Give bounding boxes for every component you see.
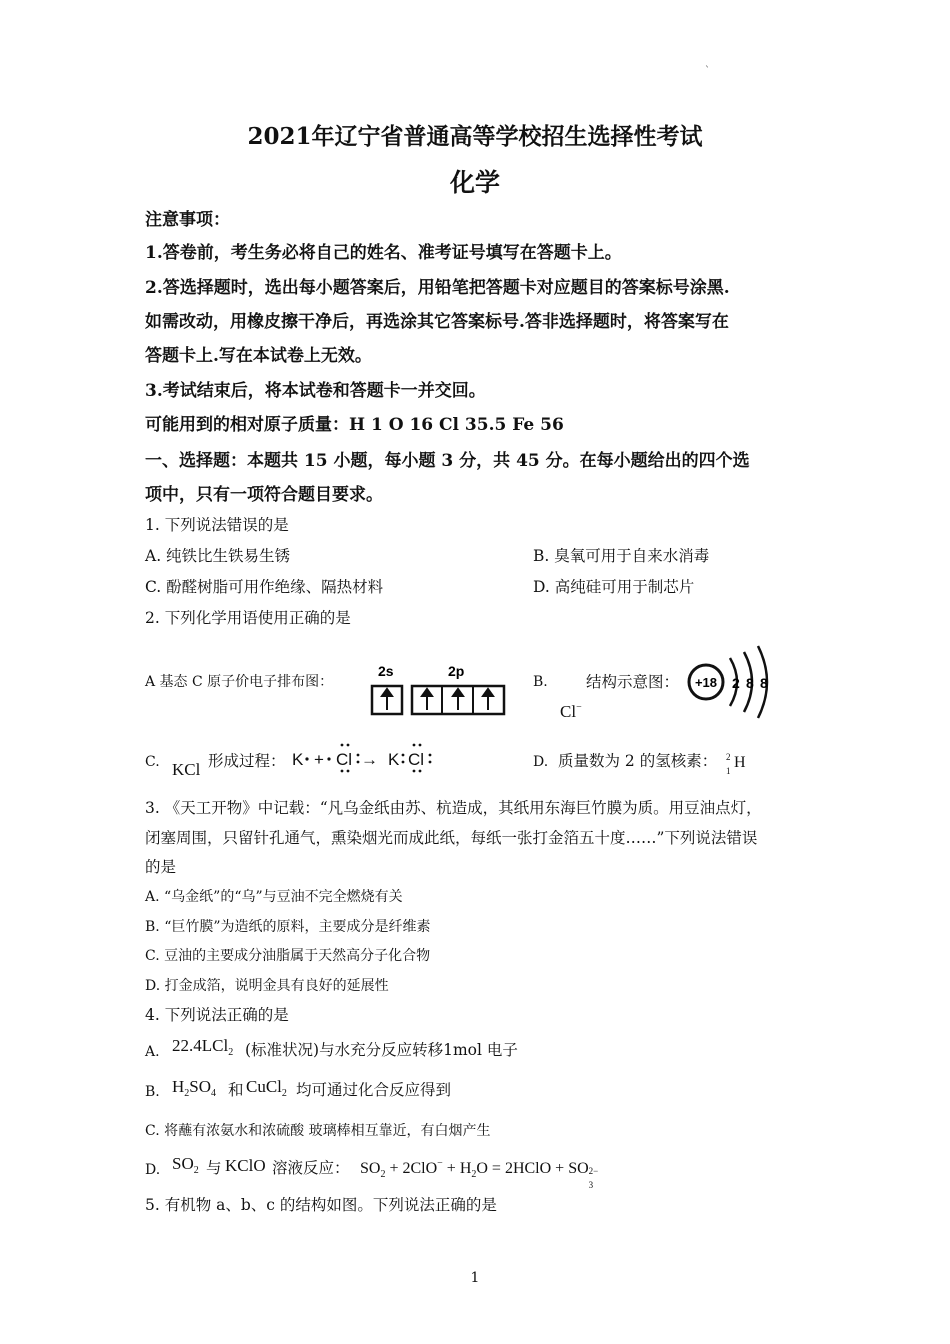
corner-mark: ` <box>705 66 710 77</box>
potassium-symbol: K <box>292 750 304 769</box>
spin-arrows <box>382 689 493 710</box>
q5-stem: 5. 有机物 a、b、c 的结构如图。下列说法正确的是 <box>145 1196 497 1214</box>
exam-subject: 化学 <box>449 168 500 197</box>
q4-option-b-and: 和 <box>228 1081 244 1099</box>
q2-option-c-label: C. <box>145 754 160 770</box>
q4-option-b-label: B. <box>145 1084 160 1100</box>
atomic-masses: 可能用到的相对原子质量：H 1 O 16 Cl 35.5 Fe 56 <box>145 415 564 435</box>
q3-option-d: D. 打金成箔，说明金具有良好的延展性 <box>145 978 389 994</box>
q4-option-d-text: 溶液反应： <box>272 1159 350 1177</box>
page-number: 1 <box>470 1270 480 1286</box>
orbital-2p-label: 2p <box>448 663 465 679</box>
q3-line-2: 闭塞周围，只留针孔通气，熏染烟光而成此纸，每纸一张打金箔五十度……”下列说法错误 <box>145 829 758 847</box>
shell-3-electrons: 8 <box>760 675 768 691</box>
notice-item-2-line-2: 如需改动，用橡皮擦干净后，再选涂其它答案标号.答非选择题时，将答案写在 <box>145 312 729 332</box>
sulfuric-acid-formula: $H_2SO_4$ <box>172 1077 217 1099</box>
potassium-ion-symbol: K <box>388 750 400 769</box>
q1-stem: 1. 下列说法错误的是 <box>145 516 289 534</box>
q2-option-d-label: D. <box>533 754 549 770</box>
chloride-ion: Cl− <box>560 702 582 721</box>
q4-option-b-text: 均可通过化合反应得到 <box>296 1081 452 1099</box>
notice-item-1: 1.答卷前，考生务必将自己的姓名、准考证号填写在答题卡上。 <box>145 243 622 263</box>
q4-option-a-text: (标准状况)与水充分反应转移1mol 电子 <box>245 1041 518 1059</box>
q3-option-c: C. 豆油的主要成分油脂属于天然高分子化合物 <box>145 948 431 964</box>
chloride-symbol: Cl <box>408 750 425 769</box>
orbital-2s-label: 2s <box>378 663 394 679</box>
q2-option-a-label: A 基态 C 原子价电子排布图： <box>145 674 334 690</box>
q4-chlorine-amount: 22.4LCl$_2$ <box>172 1036 234 1058</box>
notice-heading: 注意事项： <box>145 210 230 230</box>
q4-option-a-label: A. <box>145 1044 160 1060</box>
notice-item-2-line-3: 答题卡上.写在本试卷上无效。 <box>145 346 372 366</box>
q2-option-c-text: 形成过程： <box>208 752 286 770</box>
q1-option-d: D. 高纯硅可用于制芯片 <box>533 578 695 596</box>
shell-1-electrons: 2 <box>732 675 740 691</box>
shell-2-electrons: 8 <box>746 675 754 691</box>
valence-dot <box>305 757 308 760</box>
q4-option-d-label: D. <box>145 1162 161 1178</box>
q1-option-a: A. 纯铁比生铁易生锈 <box>145 547 291 565</box>
q4-stem: 4. 下列说法正确的是 <box>145 1006 289 1024</box>
valence-dot <box>327 757 330 760</box>
orbital-diagram <box>366 660 516 720</box>
section-1-line-2: 项中，只有一项符合题目要求。 <box>145 485 383 505</box>
notice-item-3: 3.考试结束后，将本试卷和答题卡一并交回。 <box>145 381 486 401</box>
exam-page: ` 2021年辽宁省普通高等学校招生选择性考试 化学 注意事项： 1.答卷前，考生务必将自己的姓名、准考证号填写在答题卡上。 2.答选择题时，选出每小题答案后，用铅笔把答题卡对应题目的答案标号涂黑. 如需改动，用橡皮擦干净后，再选涂其它答案标号.答非选择题时，将答案写在 答题卡上.写在本试卷上无效。 3.考试结束后，将本试卷和答题卡一并交回。 可能用到的相对原子质量：H 1 O 16 Cl 35.5 Fe 56 一、选择题：本题共 15 小题，每小题 3 分，共 45 分。在每小题给出的四个选 项中，只有一项符合题目要求。 1. 下列说法错误的是 A. 纯铁比生铁易生锈 B. 臭氧可用于自来水消毒 C. 酚醛树脂可用作绝缘、隔热材料 D. 高纯硅可用于制芯片 2. 下列化学用语使用正确的是 A 基态 C 原子价电子排布图： 2s 2p B. 结构示意图： Cl− +18 2 8 8 C. KCl 形成过程： K + Cl → K Cl D. 质量数为 2 的氢核素： 2 1 H 3. 《天工开物》中记载：“凡乌金纸由苏、杭造成，其纸用东海巨竹膜为质。用豆油点灯， 闭塞周围，只留针孔通气，熏染烟光而成此纸，每纸一张打金箔五十度……”下列说法错误 的是 A. “乌金纸”的“乌”与豆油不完全燃烧有关 B. “巨竹膜”为造纸的原料，主要成分是纤维素 C. 豆油的主要成分油脂属于天然高分子化合物 D. 打金成箔，说明金具有良好的延展性 4. 下列说法正确的是 A. 22.4LCl$_2$ (标准状况)与水充分反应转移1mol 电子 B. $H_2SO_4$ 和 CuCl$_2$ 均可通过化合反应得到 C. 将蘸有浓氨水和浓硫酸 玻璃棒相互靠近，有白烟产生 D. $SO_2$ 与 KClO 溶液反应： $SO_2 + 2ClO^- + H_2O$ = 2HClO + SO 2− 3 5. 有机物 a、b、c 的结构如图。下列说法正确的是 1 <box>0 0 950 1344</box>
kcl-formula: KCl <box>172 760 201 779</box>
chlorine-symbol: Cl <box>336 750 353 769</box>
electron-dot-formation <box>290 740 450 776</box>
exam-title: 2021年辽宁省普通高等学校招生选择性考试 <box>247 123 703 150</box>
q2-option-b-text: 结构示意图： <box>586 673 680 691</box>
q4-option-d-with: 与 <box>206 1159 222 1177</box>
q3-line-1: 3. 《天工开物》中记载：“凡乌金纸由苏、杭造成，其纸用东海巨竹膜为质。用豆油点灯， <box>145 799 762 817</box>
q4-option-c: C. 将蘸有浓氨水和浓硫酸 玻璃棒相互靠近，有白烟产生 <box>145 1123 491 1139</box>
q1-option-c: C. 酚醛树脂可用作绝缘、隔热材料 <box>145 578 384 596</box>
q2-stem: 2. 下列化学用语使用正确的是 <box>145 609 351 627</box>
sulfur-dioxide-formula: $SO_2$ <box>172 1154 199 1176</box>
q3-line-3: 的是 <box>145 858 177 876</box>
reaction-equation: $SO_2 + 2ClO^- + H_2O$ = 2HClO + SO 2− 3 <box>360 1158 599 1190</box>
reaction-arrow: → <box>361 750 378 769</box>
q1-option-b: B. 臭氧可用于自来水消毒 <box>533 547 710 565</box>
q2-option-d-text: 质量数为 2 的氢核素： <box>558 752 718 770</box>
plus-sign: + <box>314 750 324 769</box>
notice-item-2-line-1: 2.答选择题时，选出每小题答案后，用铅笔把答题卡对应题目的答案标号涂黑. <box>145 278 730 298</box>
atom-structure-diagram <box>686 640 776 720</box>
section-1-line-1: 一、选择题：本题共 15 小题，每小题 3 分，共 45 分。在每小题给出的四个选 <box>145 451 750 471</box>
copper-chloride-formula: CuCl$_2$ <box>246 1077 287 1099</box>
q3-option-a: A. “乌金纸”的“乌”与豆油不完全燃烧有关 <box>145 889 403 905</box>
q3-option-b: B. “巨竹膜”为造纸的原料，主要成分是纤维素 <box>145 919 431 935</box>
nucleus-charge: +18 <box>694 675 718 690</box>
potassium-hypochlorite: KClO <box>225 1156 266 1175</box>
q2-option-b-label: B. <box>533 674 548 690</box>
